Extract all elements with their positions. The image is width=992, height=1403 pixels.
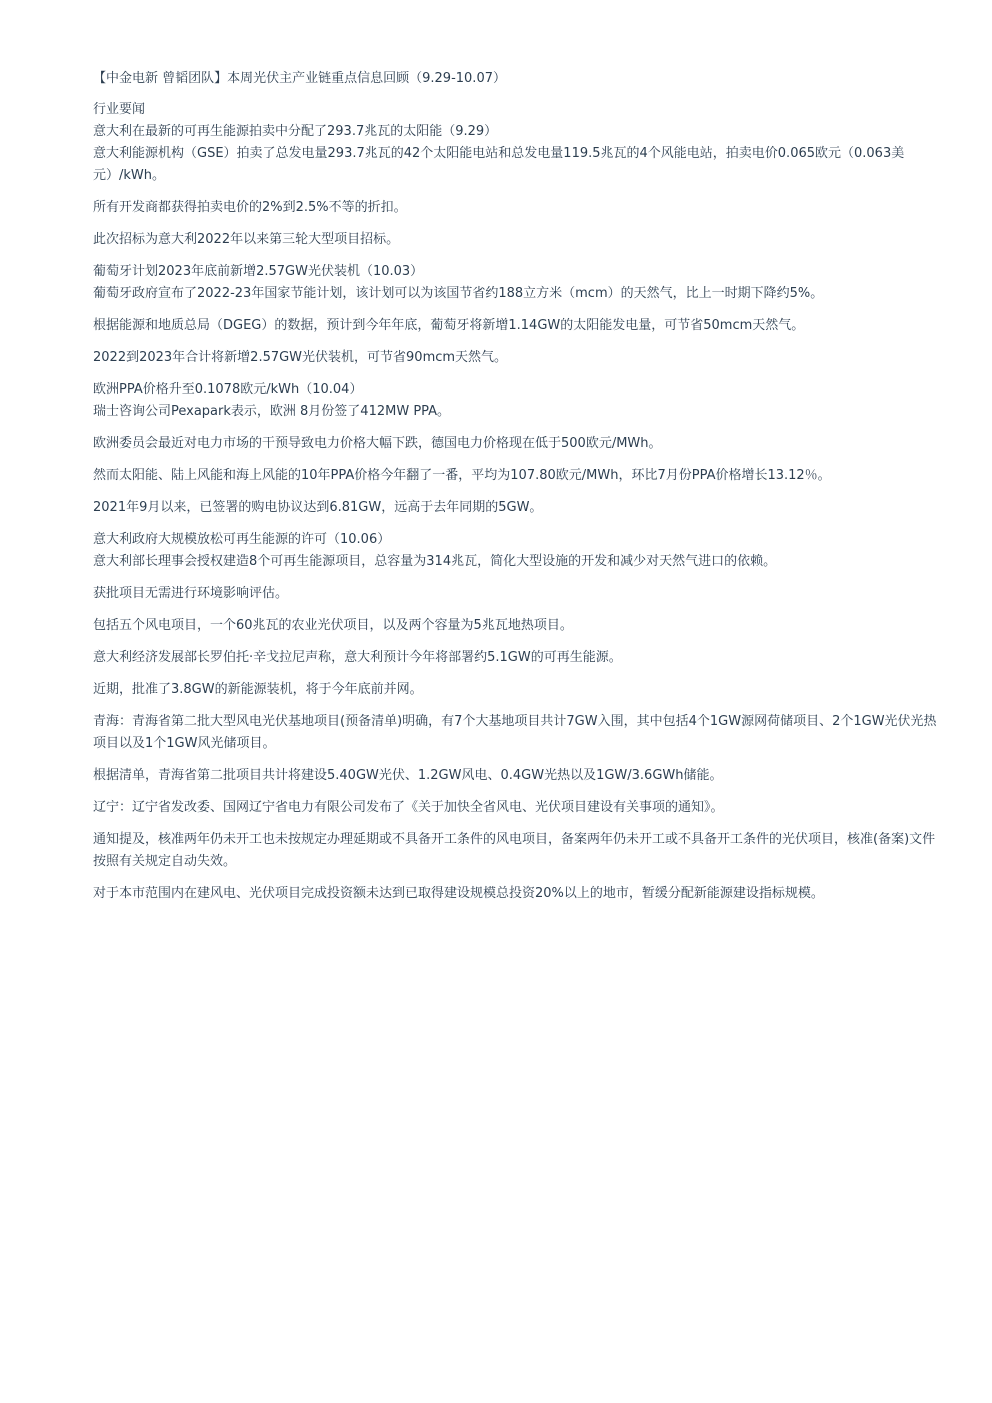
paragraph: 包括五个风电项目，一个60兆瓦的农业光伏项目，以及两个容量为5兆瓦地热项目。 — [93, 618, 573, 633]
news-item-portugal — [93, 261, 943, 305]
paragraph: 意大利经济发展部长罗伯托·辛戈拉尼声称，意大利预计今年将部署约5.1GW的可再生能源。 — [93, 650, 622, 665]
paragraph: 瑞士咨询公司Pexapark表示，欧洲 8月份签了412MW PPA。 — [93, 404, 451, 419]
paragraph: 通知提及，核准两年仍未开工也未按规定办理延期或不具备开工条件的风电项目，备案两年仍未开工或不具备开工条件的光伏项目，核准(备案)文件按照有关规定自动失效。 — [93, 832, 936, 869]
paragraph: 此次招标为意大利2022年以来第三轮大型项目招标。 — [93, 232, 400, 247]
paragraph: 获批项目无需进行环境影响评估。 — [93, 586, 289, 601]
document-title: 【中金电新 曾韬团队】本周光伏主产业链重点信息回顾（9.29-10.07） — [93, 71, 506, 86]
paragraph: 近期，批准了3.8GW的新能源装机，将于今年底前并网。 — [93, 682, 423, 697]
news-headline: 葡萄牙计划2023年底前新增2.57GW光伏装机（10.03） — [93, 264, 424, 279]
news-item-italy-permits — [93, 529, 943, 573]
paragraph: 所有开发商都获得拍卖电价的2%到2.5%不等的折扣。 — [93, 200, 407, 215]
paragraph: 意大利部长理事会授权建造8个可再生能源项目，总容量为314兆瓦，简化大型设施的开发和减少对天然气进口的依赖。 — [93, 554, 777, 569]
paragraph: 根据能源和地质总局（DGEG）的数据，预计到今年年底，葡萄牙将新增1.14GW的太阳能发电量，可节省50mcm天然气。 — [93, 318, 805, 333]
paragraph-qinghai: 青海：青海省第二批大型风电光伏基地项目(预备清单)明确，有7个大基地项目共计7GW入围，其中包括4个1GW源网荷储项目、2个1GW光伏光热项目以及1个1GW风光储项目。 — [93, 714, 937, 751]
news-headline: 意大利政府大规模放松可再生能源的许可（10.06） — [93, 532, 391, 547]
paragraph: 根据清单，青海省第二批项目共计将建设5.40GW光伏、1.2GW风电、0.4GW光热以及1GW/3.6GWh储能。 — [93, 768, 723, 783]
section-heading: 行业要闻 — [93, 102, 146, 117]
paragraph: 意大利能源机构（GSE）拍卖了总发电量293.7兆瓦的42个太阳能电站和总发电量119.5兆瓦的4个风能电站，拍卖电价0.065欧元（0.063美元）/kWh。 — [93, 146, 905, 183]
document-body — [93, 68, 943, 915]
paragraph: 葡萄牙政府宣布了2022-23年国家节能计划，该计划可以为该国节省约188立方米（mcm）的天然气，比上一时期下降约5%。 — [93, 286, 824, 301]
paragraph: 2021年9月以来，已签署的购电协议达到6.81GW，远高于去年同期的5GW。 — [93, 500, 543, 515]
news-headline: 欧洲PPA价格升至0.1078欧元/kWh（10.04） — [93, 382, 363, 397]
paragraph: 然而太阳能、陆上风能和海上风能的10年PPA价格今年翻了一番，平均为107.80欧元/MWh，环比7月份PPA价格增长13.12％。 — [93, 468, 831, 483]
paragraph-liaoning: 辽宁：辽宁省发改委、国网辽宁省电力有限公司发布了《关于加快全省风电、光伏项目建设有关事项的通知》。 — [93, 800, 724, 815]
paragraph: 对于本市范围内在建风电、光伏项目完成投资额未达到已取得建设规模总投资20%以上的地市，暂缓分配新能源建设指标规模。 — [93, 886, 824, 901]
news-item-europe-ppa — [93, 379, 943, 423]
paragraph: 2022到2023年合计将新增2.57GW光伏装机，可节省90mcm天然气。 — [93, 350, 508, 365]
news-headline: 意大利在最新的可再生能源拍卖中分配了293.7兆瓦的太阳能（9.29） — [93, 124, 498, 139]
news-item-italy-auction — [93, 99, 943, 187]
paragraph: 欧洲委员会最近对电力市场的干预导致电力价格大幅下跌，德国电力价格现在低于500欧元/MWh。 — [93, 436, 662, 451]
